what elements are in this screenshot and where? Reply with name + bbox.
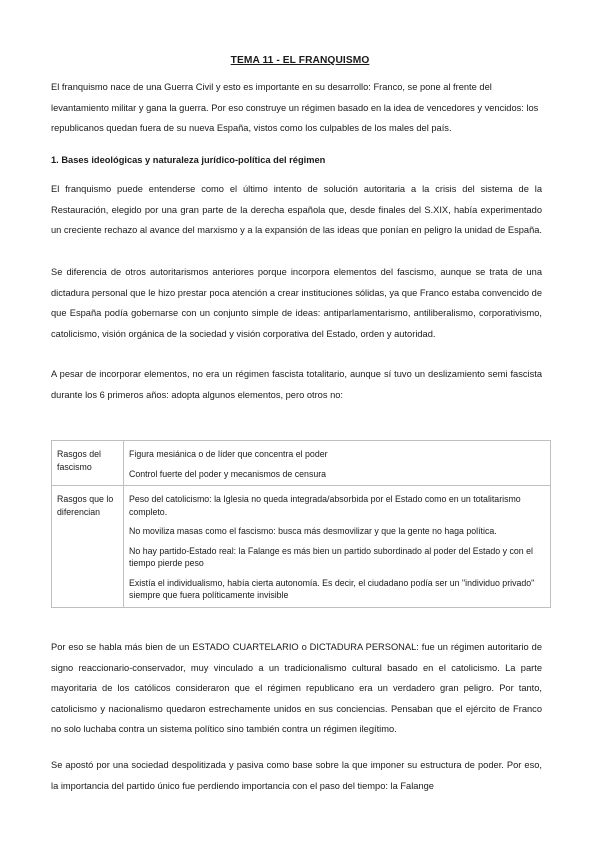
section-heading: 1. Bases ideológicas y naturaleza jurídico-política del régimen bbox=[51, 155, 326, 165]
paragraph-estado-cuartelario: Por eso se habla más bien de un ESTADO CUARTELARIO o DICTADURA PERSONAL: fue un régimen autoritario de signo reaccionario-conservador, muy vinculado a un tradicionalismo cultural basado en el catolicismo. La parte mayoritaria de los católicos consideraron que el régimen republicano era un verdadero gran peligro. Por tanto, catolicismo y nacionalismo quedaron estrechamente unidos en sus conciencias. Pensaban que el ejército de Franco no solo luchaba contra un sistema político sino también contra un régimen ilegítimo. bbox=[51, 642, 542, 734]
paragraph-autoritarismos: Se diferencia de otros autoritarismos anteriores porque incorpora elementos del fascismo, aunque se trata de una dictadura personal que le hizo prestar poca atención a crear instituciones sólidas, ya que Franco estaba convencido de que España podía gobernarse con un conjunto simple de ideas: antiparlamentarismo, antiliberalismo, corporativismo, catolicismo, visión orgánica de la sociedad y visión corporativa del Estado, orden y autoridad. bbox=[51, 267, 542, 339]
table-row-label: Rasgos del fascismo bbox=[52, 441, 124, 486]
table-item: Figura mesiánica o de líder que concentra el poder bbox=[129, 449, 328, 459]
table-item: No moviliza masas como el fascismo: busca más desmovilizar y que la gente no haga política. bbox=[129, 526, 497, 536]
document-title: TEMA 11 - EL FRANQUISMO bbox=[230, 55, 370, 66]
table-item: Peso del catolicismo: la Iglesia no queda integrada/absorbida por el Estado como en un totalitarismo completo. bbox=[129, 494, 521, 517]
table-row bbox=[52, 486, 551, 608]
table-row-content bbox=[124, 486, 551, 608]
intro-paragraph: El franquismo nace de una Guerra Civil y esto es importante en su desarrollo: Franco, se pone al frente del levantamiento militar y gana la guerra. Por eso construye un régimen basado en la idea de vencedores y vencidos: los republicanos quedan fuera de su nueva España, vistos como los culpables de los males del país. bbox=[51, 82, 539, 133]
paragraph-sociedad-despolitizada: Se apostó por una sociedad despolitizada y pasiva como base sobre la que imponer su estructura de poder. Por eso, la importancia del partido único fue perdiendo importancia con el paso del tiempo: la Falange bbox=[51, 760, 542, 791]
table-item: No hay partido-Estado real: la Falange es más bien un partido subordinado al poder del Estado y con el tiempo pierde peso bbox=[129, 545, 533, 568]
paragraph-fascismo: A pesar de incorporar elementos, no era un régimen fascista totalitario, aunque sí tuvo un deslizamiento semi fascista durante los 6 primeros años: adopta algunos elementos, pero otros no: bbox=[51, 369, 542, 400]
table-item: Control fuerte del poder y mecanismos de censura bbox=[129, 468, 327, 479]
comparison-table bbox=[51, 440, 551, 608]
table-item: Existía el individualismo, había cierta autonomía. Es decir, el ciudadano podía ser un "individuo privado" siempre que fuera políticamente invisible bbox=[129, 577, 535, 600]
table-row-label: Rasgos que lo diferencian bbox=[52, 486, 124, 608]
table-row bbox=[52, 441, 551, 486]
table-row-content bbox=[124, 441, 551, 486]
paragraph-restauracion: El franquismo puede entenderse como el último intento de solución autoritaria a la crisis del sistema de la Restauración, elegido por una gran parte de la derecha española que, desde finales del S.XIX, había experimentado un creciente rechazo al avance del marxismo y a la expansión de las ideas que ponían en peligro la unidad de España. bbox=[51, 184, 542, 235]
